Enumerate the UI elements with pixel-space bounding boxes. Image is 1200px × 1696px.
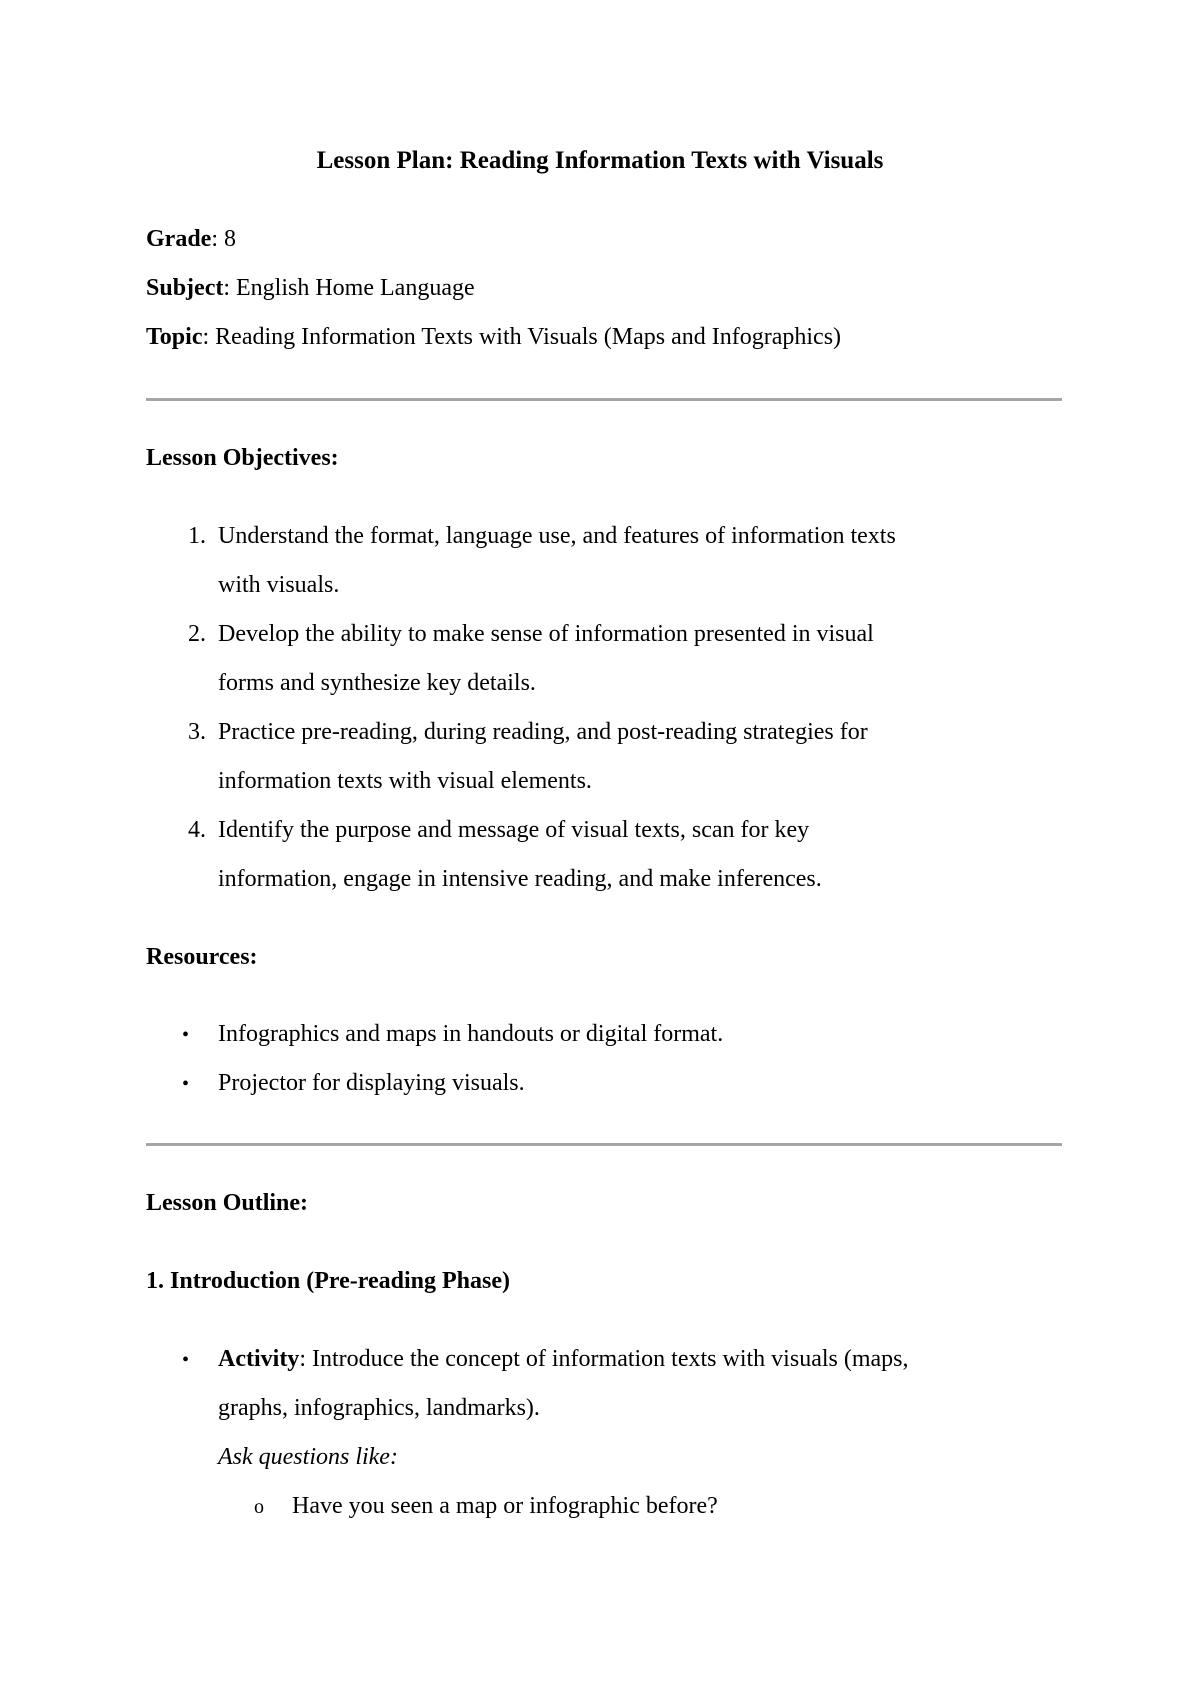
activity-line [218,1346,909,1373]
circle-bullet-icon: o [254,1496,264,1518]
grade-value: : 8 [211,226,236,252]
list-number: 1. [188,523,206,549]
subject-label: Subject [146,275,224,301]
topic-label: Topic [146,324,203,350]
list-number: 2. [188,621,206,647]
section-heading: 1. Introduction (Pre-reading Phase) [146,1268,510,1294]
list-item-text: Have you seen a map or infographic before? [292,1493,718,1519]
page-title: Lesson Plan: Reading Information Texts with Visuals [316,147,884,174]
resources-heading: Resources: [146,944,258,970]
subject-value: : English Home Language [223,275,475,301]
list-item-text: Infographics and maps in handouts or digital format. [218,1021,724,1047]
list-item-text: Develop the ability to make sense of information presented in visual [218,621,874,647]
list-number: 4. [188,817,206,843]
divider-1 [146,398,1062,401]
list-item-text: Practice pre-reading, during reading, and post-reading strategies for [218,719,868,745]
activity-text: : Introduce the concept of information texts with visuals (maps, [299,1346,909,1372]
list-item-text: forms and synthesize key details. [218,670,536,696]
activity-label: Activity [218,1346,300,1372]
list-item-text: information, engage in intensive reading, and make inferences. [218,866,822,892]
list-item-text: with visuals. [218,572,340,598]
grade-label: Grade [146,226,212,252]
list-item-text: information texts with visual elements. [218,768,592,794]
list-item-text: Understand the format, language use, and features of information texts [218,523,896,549]
ask-questions-label: Ask questions like: [218,1444,398,1470]
objectives-heading: Lesson Objectives: [146,445,339,471]
bullet-icon: • [182,1073,190,1095]
activity-text-cont: graphs, infographics, landmarks). [218,1395,540,1421]
bullet-icon: • [182,1349,190,1371]
grade-line [146,226,236,253]
list-number: 3. [188,719,206,745]
topic-value: : Reading Information Texts with Visuals (Maps and Infographics) [202,324,842,350]
bullet-icon: • [182,1024,190,1046]
subject-line [146,275,475,302]
list-item-text: Projector for displaying visuals. [218,1070,525,1096]
divider-2 [146,1143,1062,1146]
list-item-text: Identify the purpose and message of visual texts, scan for key [218,817,810,843]
topic-line [146,324,841,351]
outline-heading: Lesson Outline: [146,1190,309,1216]
